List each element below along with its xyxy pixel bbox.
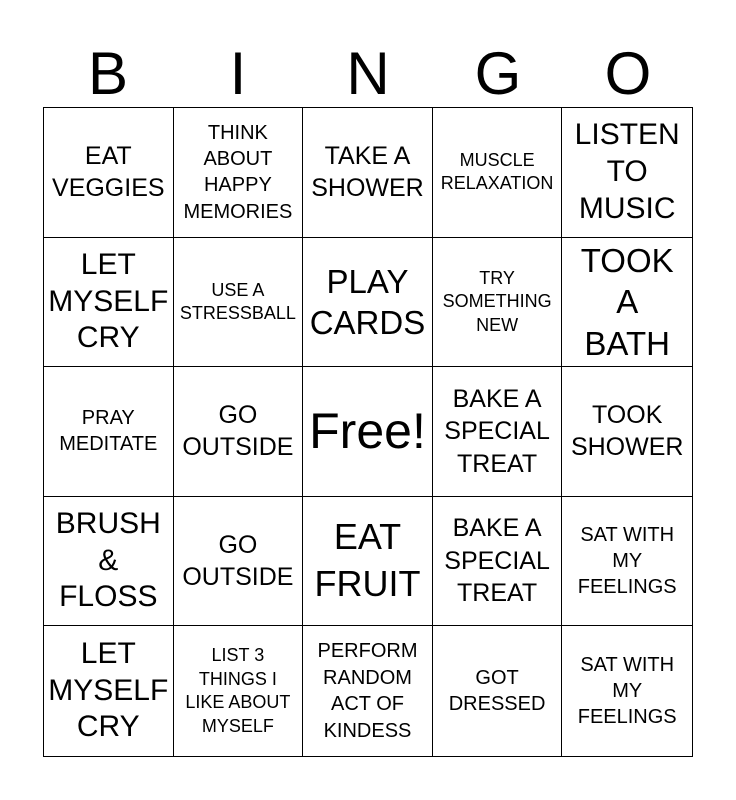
bingo-cell-r1-c3[interactable]: TAKE A SHOWER	[303, 108, 433, 238]
bingo-cell-r1-c4[interactable]: MUSCLE RELAXATION	[433, 108, 563, 238]
bingo-cell-r2-c2[interactable]: USE A STRESSBALL	[174, 238, 304, 368]
bingo-cell-r3-c1[interactable]: PRAY MEDITATE	[44, 367, 174, 497]
bingo-cell-free[interactable]: Free!	[303, 367, 433, 497]
bingo-cell-r3-c5[interactable]: TOOK SHOWER	[562, 367, 692, 497]
bingo-cell-r3-c2[interactable]: GO OUTSIDE	[174, 367, 304, 497]
bingo-cell-r3-c4[interactable]: BAKE A SPECIAL TREAT	[433, 367, 563, 497]
bingo-cell-r4-c1[interactable]: BRUSH & FLOSS	[44, 497, 174, 627]
bingo-cell-r1-c5[interactable]: LISTEN TO MUSIC	[562, 108, 692, 238]
header-letter-n: N	[346, 40, 390, 107]
header-letter-b: B	[87, 40, 129, 107]
bingo-cell-r4-c2[interactable]: GO OUTSIDE	[174, 497, 304, 627]
bingo-cell-r2-c3[interactable]: PLAY CARDS	[303, 238, 433, 368]
bingo-cell-r5-c2[interactable]: LIST 3 THINGS I LIKE ABOUT MYSELF	[174, 626, 304, 756]
bingo-cell-r4-c5[interactable]: SAT WITH MY FEELINGS	[562, 497, 692, 627]
bingo-cell-r1-c1[interactable]: EAT VEGGIES	[44, 108, 174, 238]
bingo-cell-r5-c4[interactable]: GOT DRESSED	[433, 626, 563, 756]
bingo-cell-r5-c1[interactable]: LET MYSELF CRY	[44, 626, 174, 756]
bingo-cell-r2-c1[interactable]: LET MYSELF CRY	[44, 238, 174, 368]
bingo-board	[43, 107, 693, 757]
bingo-cell-r5-c3[interactable]: PERFORM RANDOM ACT OF KINDESS	[303, 626, 433, 756]
bingo-cell-r5-c5[interactable]: SAT WITH MY FEELINGS	[577, 653, 677, 729]
bingo-cell-r4-c3[interactable]: EAT FRUIT	[303, 497, 433, 627]
bingo-cell-r2-c4[interactable]: TRY SOMETHING NEW	[433, 238, 563, 368]
header-letter-o: O	[604, 40, 652, 107]
header-letter-g: G	[474, 40, 522, 107]
bingo-cell-r2-c5[interactable]: TOOK A BATH	[562, 238, 692, 368]
bingo-cell-r4-c4[interactable]: BAKE A SPECIAL TREAT	[433, 497, 563, 627]
header-letter-i: I	[229, 40, 247, 107]
bingo-header	[43, 40, 693, 108]
bingo-cell-r1-c2[interactable]: THINK ABOUT HAPPY MEMORIES	[174, 108, 304, 238]
